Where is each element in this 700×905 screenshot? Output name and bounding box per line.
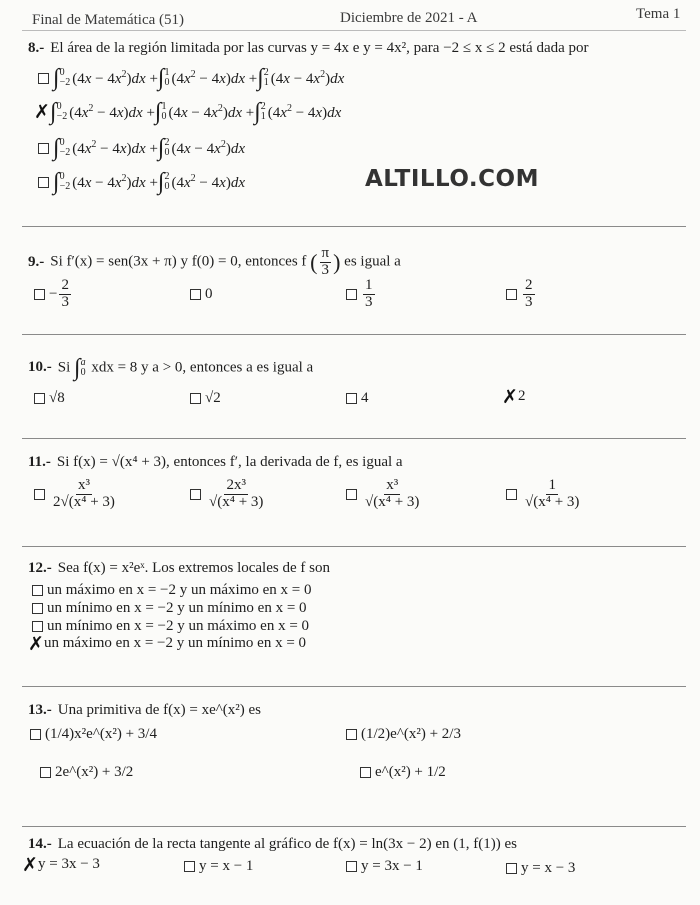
checkbox[interactable] [38, 73, 49, 84]
divider [22, 226, 686, 227]
check-mark-icon: ✗ [22, 853, 38, 876]
q8-option-a[interactable]: ∫ 0 −2 $(4x - 4x^2)dx$ + ∫ 1 0 $(4x^2 - 4x)dx$ + ∫ 2 1 $(4x - 4x^2)dx$ [38, 66, 344, 90]
checkbox[interactable] [38, 143, 49, 154]
q11-option-c[interactable]: $\frac{\text{x³}}{\text{√(x⁴ + 3)}}$ [346, 478, 423, 511]
check-mark-icon: ✗ [502, 385, 518, 408]
divider [22, 826, 686, 827]
question-number: 11.- [28, 454, 51, 470]
q14-option-b[interactable]: y = x − 1 [184, 858, 253, 875]
q14-option-c[interactable]: y = 3x − 1 [346, 858, 423, 875]
question-number: 9.- [28, 253, 45, 270]
checkbox[interactable] [32, 603, 43, 614]
question-14 [28, 836, 517, 853]
q9-option-b[interactable]: 0 [190, 286, 213, 303]
watermark-logo: ALTILLO.COM [365, 166, 539, 192]
q12-option-c[interactable]: un mínimo en x = −2 y un máximo en x = 0 [32, 618, 309, 635]
header-divider [22, 30, 686, 31]
q9-option-a[interactable]: − $\frac{2}{3}$ [34, 278, 73, 311]
checkbox[interactable] [360, 767, 371, 778]
check-mark-icon: ✗ [34, 101, 50, 123]
question-11 [28, 454, 403, 471]
question-number: 8.- [28, 40, 45, 56]
checkbox[interactable] [32, 621, 43, 632]
checkbox[interactable] [32, 585, 43, 596]
checkbox[interactable] [506, 289, 517, 300]
exam-version: Tema 1 [636, 6, 681, 22]
checkbox[interactable] [190, 489, 201, 500]
checkbox[interactable] [190, 289, 201, 300]
q11-option-d[interactable]: $\frac{1}{\text{√(x⁴ + 3)}}$ [506, 478, 583, 511]
q8-option-c[interactable]: ∫ 0 −2 $(4x^2 - 4x)dx$ + ∫ 2 0 $(4x - 4x^2)dx$ [38, 136, 245, 160]
checkbox[interactable] [506, 863, 517, 874]
q11-option-b[interactable]: $\frac{\text{2x³}}{\text{√(x⁴ + 3)}}$ [190, 478, 267, 511]
checkbox[interactable] [346, 861, 357, 872]
q12-option-a[interactable]: un máximo en x = −2 y un máximo en x = 0 [32, 582, 312, 599]
question-text: La ecuación de la recta tangente al gráfico de f(x) = ln(3x − 2) en (1, f(1)) es [57, 836, 517, 852]
checkbox[interactable] [506, 489, 517, 500]
q8-option-b[interactable]: ✗ ∫ 0 −2 $(4x^2 - 4x)dx$ + ∫ 1 0 $(4x - 4x^2)dx$ + ∫ 2 1 $(4x^2 - 4x)dx$ [34, 99, 342, 125]
checkbox[interactable] [34, 489, 45, 500]
q14-option-a[interactable]: ✗ y = 3x − 3 [22, 853, 100, 876]
divider [22, 334, 686, 335]
q13-option-a[interactable]: (1/4)x²e^(x²) + 3/4 [30, 726, 157, 743]
checkbox[interactable] [30, 729, 41, 740]
checkbox[interactable] [40, 767, 51, 778]
checkbox[interactable] [34, 289, 45, 300]
question-13 [28, 702, 261, 719]
question-9: 9.- Si f′(x) = sen(3x + π) y f(0) = 0, entonces f ( $\frac{\pi}{3}$ ) es igual a [28, 245, 401, 278]
question-number: 14.- [28, 836, 52, 852]
checkbox[interactable] [346, 289, 357, 300]
question-number: 10.- [28, 359, 52, 376]
divider [22, 686, 686, 687]
q10-option-c[interactable]: 4 [346, 390, 369, 407]
q11-option-a[interactable]: $\frac{\text{x³}}{\text{2√(x⁴ + 3)}}$ [34, 478, 119, 511]
checkbox[interactable] [346, 393, 357, 404]
checkbox[interactable] [184, 861, 195, 872]
question-text: Una primitiva de f(x) = xe^(x²) es [57, 702, 262, 718]
q10-option-a[interactable]: √8 [34, 390, 65, 407]
exam-title: Final de Matemática (51) [32, 12, 185, 28]
q12-option-d[interactable]: ✗ un máximo en x = −2 y un mínimo en x = 0 [28, 632, 307, 655]
divider [22, 438, 686, 439]
checkbox[interactable] [346, 489, 357, 500]
checkbox[interactable] [346, 729, 357, 740]
exam-date: Diciembre de 2021 - A [340, 10, 478, 26]
q13-option-b[interactable]: (1/2)e^(x²) + 2/3 [346, 726, 461, 743]
question-12 [28, 560, 330, 577]
checkbox[interactable] [38, 177, 49, 188]
q8-option-d[interactable]: ∫ 0 −2 $(4x - 4x^2)dx$ + ∫ 2 0 $(4x^2 - 4x)dx$ [38, 170, 245, 194]
q9-option-d[interactable]: $\frac{2}{3}$ [506, 278, 537, 311]
q13-option-d[interactable]: e^(x²) + 1/2 [360, 764, 446, 781]
question-8 [28, 40, 589, 57]
checkbox[interactable] [34, 393, 45, 404]
check-mark-icon: ✗ [28, 632, 44, 655]
checkbox[interactable] [190, 393, 201, 404]
question-text: El área de la región limitada por las curvas y = 4x e y = 4x², para −2 ≤ x ≤ 2 está dada por [50, 40, 589, 56]
q9-option-c[interactable]: $\frac{1}{3}$ [346, 278, 377, 311]
question-10: 10.- Si ∫ a 0 xdx = 8 y a > 0, entonces a es igual a [28, 355, 314, 381]
question-text: Sea f(x) = x²eˣ. Los extremos locales de f son [57, 560, 330, 576]
q10-option-b[interactable]: √2 [190, 390, 221, 407]
divider [22, 546, 686, 547]
question-number: 12.- [28, 560, 52, 576]
question-number: 13.- [28, 702, 52, 718]
q10-option-d[interactable]: ✗ 2 [502, 385, 526, 408]
q14-option-d[interactable]: y = x − 3 [506, 860, 575, 877]
q13-option-c[interactable]: 2e^(x²) + 3/2 [40, 764, 133, 781]
question-text: Si f(x) = √(x⁴ + 3), entonces f′, la derivada de f, es igual a [56, 454, 403, 470]
q12-option-b[interactable]: un mínimo en x = −2 y un mínimo en x = 0 [32, 600, 307, 617]
